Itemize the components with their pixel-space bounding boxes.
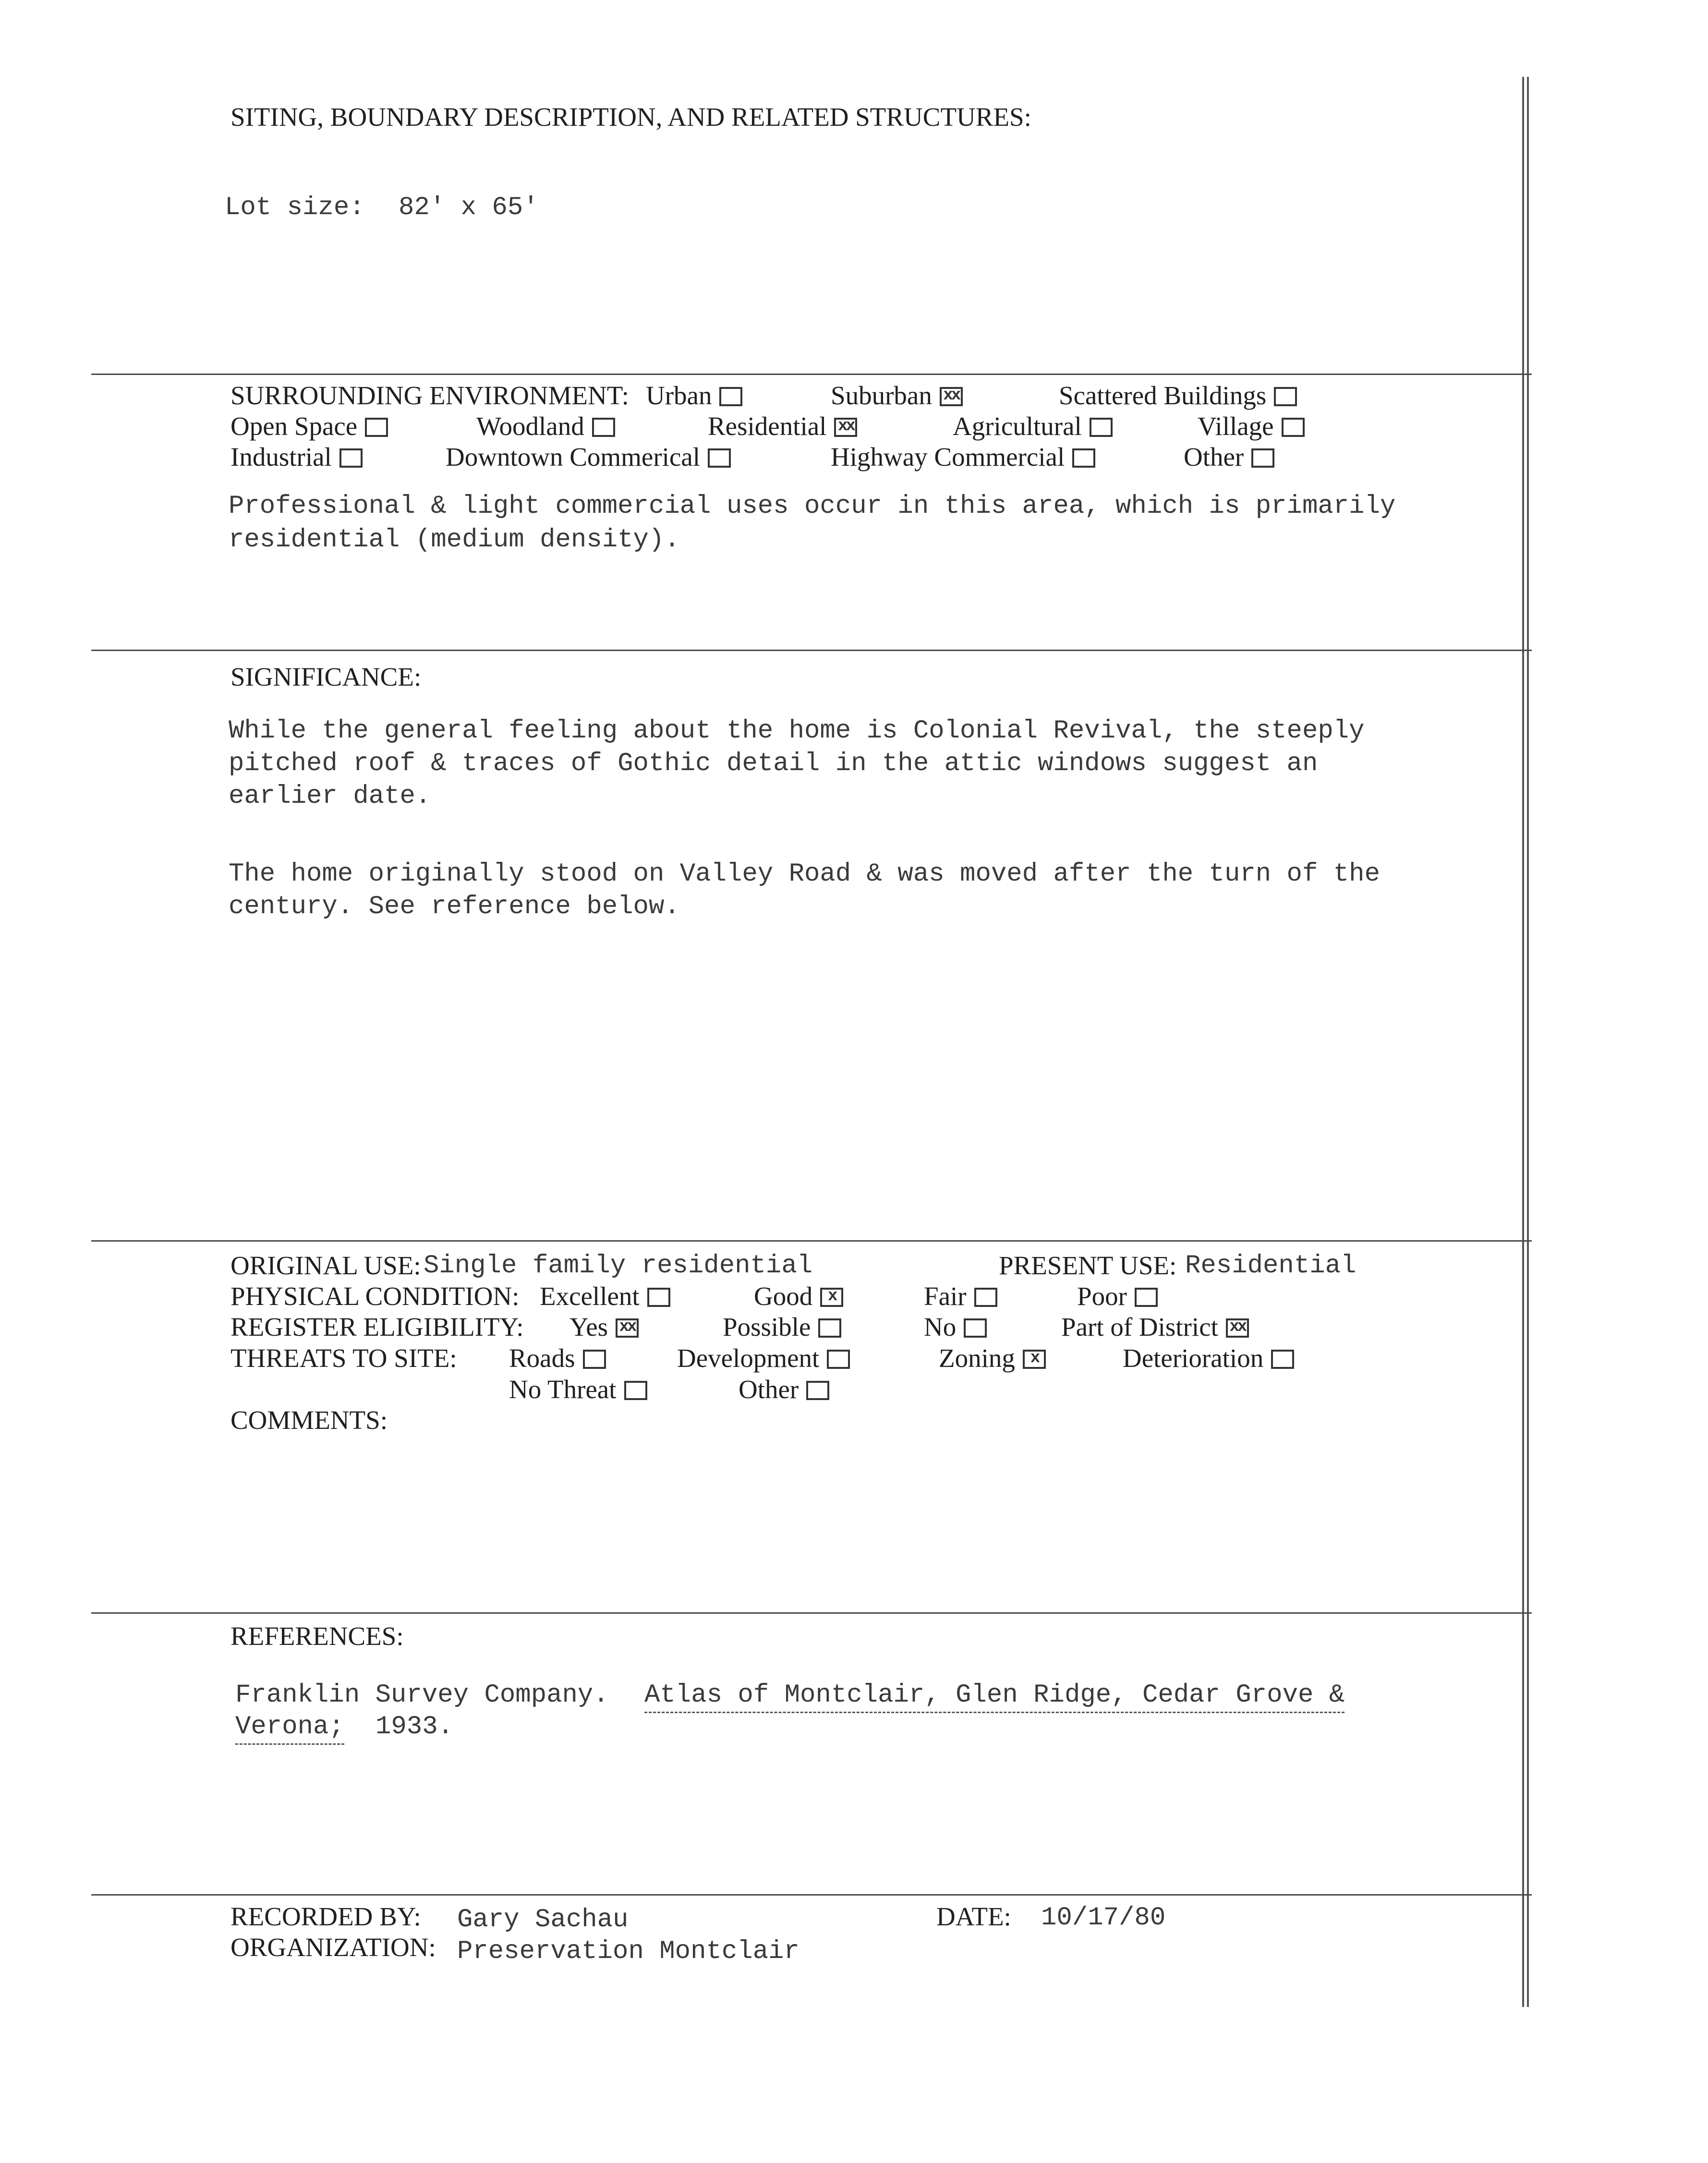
section-divider [91,1894,1532,1896]
village-checkbox[interactable] [1282,418,1305,437]
significance-para2-line1: The home originally stood on Valley Road & was moved after the turn of the [229,859,1380,889]
development-checkbox[interactable] [827,1350,850,1369]
significance-para2-line2: century. See reference below. [229,892,680,921]
environment-heading: SURROUNDING ENVIRONMENT: [230,381,629,410]
original-use-label: ORIGINAL USE: [230,1251,421,1280]
reference-author: Franklin Survey Company. [235,1680,609,1710]
eligibility-option-no[interactable]: No [924,1312,987,1342]
zoning-checkbox[interactable] [1023,1350,1046,1369]
threat-other-checkbox[interactable] [806,1381,829,1400]
env-other-checkbox[interactable] [1251,448,1274,468]
lot-size-value: 82' x 65' [399,193,539,222]
register-eligibility-label: REGISTER ELIGIBILITY: [230,1312,524,1341]
eligibility-option-possible[interactable]: Possible [723,1312,841,1342]
threat-option-development[interactable]: Development [677,1343,850,1373]
recorded-by-value: Gary Sachau [457,1905,629,1934]
env-option-other[interactable]: Other [1184,442,1274,472]
lot-size-label: Lot size: [225,193,365,222]
siting-heading: SITING, BOUNDARY DESCRIPTION, AND RELATED STRUCTURES: [230,102,1031,132]
possible-checkbox[interactable] [818,1318,841,1338]
no-checkbox[interactable] [964,1318,987,1338]
threat-option-no-threat[interactable]: No Threat [509,1374,647,1404]
references-heading: REFERENCES: [230,1621,404,1651]
reference-title-line2: Verona; [235,1712,344,1741]
fair-checkbox[interactable] [974,1288,997,1307]
env-option-open-space[interactable]: Open Space [230,411,388,441]
highway-commercial-checkbox[interactable] [1072,448,1095,468]
woodland-checkbox[interactable] [592,418,615,437]
physical-condition-label: PHYSICAL CONDITION: [230,1281,520,1311]
threat-option-roads[interactable]: Roads [509,1343,606,1373]
environment-description-line2: residential (medium density). [229,525,680,555]
threat-option-zoning[interactable]: Zoningx [939,1343,1046,1373]
section-divider [91,1240,1532,1242]
organization-value: Preservation Montclair [457,1937,799,1966]
right-border-line-inner [1527,77,1529,2007]
condition-option-poor[interactable]: Poor [1077,1281,1158,1311]
env-option-industrial[interactable]: Industrial [230,442,363,472]
original-use-value: Single family residential [424,1251,813,1281]
reference-year: 1933. [376,1712,454,1741]
excellent-checkbox[interactable] [647,1288,670,1307]
scattered-buildings-checkbox[interactable] [1274,387,1297,406]
poor-checkbox[interactable] [1135,1288,1158,1307]
env-option-woodland[interactable]: Woodland [476,411,615,441]
part-of-district-checkbox[interactable] [1226,1318,1249,1338]
section-divider [91,1612,1532,1614]
env-option-agricultural[interactable]: Agricultural [953,411,1113,441]
condition-option-fair[interactable]: Fair [924,1281,997,1311]
deterioration-checkbox[interactable] [1271,1350,1294,1369]
urban-checkbox[interactable] [719,387,742,406]
threats-label: THREATS TO SITE: [230,1343,457,1373]
env-option-suburban[interactable]: Suburbanxx [831,380,963,411]
eligibility-option-yes[interactable]: Yesxx [569,1312,639,1342]
agricultural-checkbox[interactable] [1090,418,1113,437]
env-option-residential[interactable]: Residentialxx [708,411,857,441]
section-divider [91,374,1532,375]
significance-para1-line1: While the general feeling about the home is Colonial Revival, the steeply [229,716,1365,746]
reference-title-line1: Atlas of Montclair, Glen Ridge, Cedar Grove & [644,1680,1345,1710]
comments-label: COMMENTS: [230,1405,388,1435]
env-option-downtown-commerical[interactable]: Downtown Commerical [446,442,731,472]
recorded-by-label: RECORDED BY: [230,1902,421,1931]
no-threat-checkbox[interactable] [624,1381,647,1400]
date-label: DATE: [936,1902,1011,1931]
roads-checkbox[interactable] [583,1350,606,1369]
env-option-scattered-buildings[interactable]: Scattered Buildings [1059,380,1297,411]
yes-checkbox[interactable] [616,1318,639,1338]
significance-para1-line3: earlier date. [229,782,431,811]
significance-para1-line2: pitched roof & traces of Gothic detail in the attic windows suggest an [229,749,1318,778]
significance-heading: SIGNIFICANCE: [230,662,422,691]
organization-label: ORGANIZATION: [230,1933,436,1962]
suburban-checkbox[interactable] [940,387,963,406]
condition-option-excellent[interactable]: Excellent [540,1281,670,1311]
section-divider [91,650,1532,651]
threat-option-other[interactable]: Other [739,1374,829,1404]
env-option-urban[interactable]: Urban [646,380,742,411]
env-option-village[interactable]: Village [1198,411,1305,441]
residential-checkbox[interactable] [834,418,857,437]
threat-option-deterioration[interactable]: Deterioration [1123,1343,1294,1373]
env-option-highway-commercial[interactable]: Highway Commercial [831,442,1095,472]
present-use-value: Residential [1185,1251,1357,1281]
environment-description-line1: Professional & light commercial uses occur in this area, which is primarily [229,492,1396,521]
eligibility-option-part-of-district[interactable]: Part of Districtxx [1061,1312,1249,1342]
good-checkbox[interactable] [820,1288,843,1307]
date-value: 10/17/80 [1041,1903,1166,1933]
condition-option-good[interactable]: Goodx [754,1281,843,1311]
downtown-commerical-checkbox[interactable] [708,448,731,468]
right-border-line [1522,77,1524,2007]
present-use-label: PRESENT USE: [999,1251,1177,1280]
industrial-checkbox[interactable] [339,448,363,468]
open-space-checkbox[interactable] [365,418,388,437]
